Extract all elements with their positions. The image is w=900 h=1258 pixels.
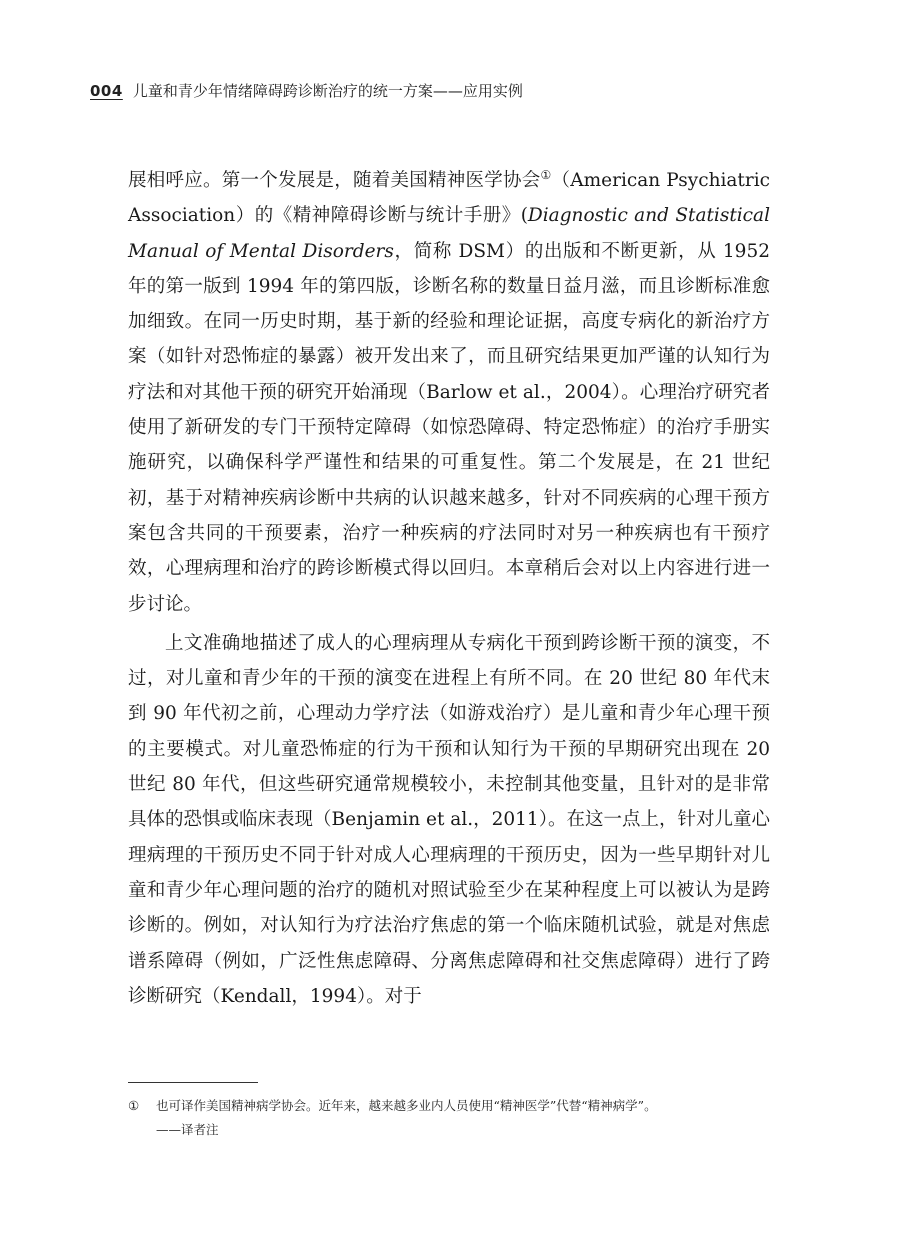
footnote-reference[interactable]: ① — [540, 167, 552, 182]
running-title: 儿童和青少年情绪障碍跨诊断治疗的统一方案——应用实例 — [132, 82, 523, 100]
footnote-text: 也可译作美国精神病学协会。近年来，越来越多业内人员使用“精神医学”代替“精神病学”。 — [156, 1098, 657, 1113]
footnote-line — [128, 1094, 788, 1118]
paragraph-1-part-d: ，简称 DSM）的出版和不断更新，从 1952 年的第一版到 1994 年的第四版，诊断名称的数量日益月滋，而且诊断标准愈加细致。在同一历史时期，基于新的经验和理论证据，高度专病化的新治疗方案（如针对恐怖症的暴露）被开发出来了，而且研究结果更加严谨的认知行为疗法和对其他干预的研究开始涌现（Barlow et al.，2004）。心理治疗研究者使用了新研发的专门干预特定障碍（如惊恐障碍、特定恐怖症）的治疗手册实施研究，以确保科学严谨性和结果的可重复性。第二个发展是，在 21 世纪初，基于对精神疾病诊断中共病的认识越来越多，针对不同疾病的心理干预方案包含共同的干预要素，治疗一种疾病的疗法同时对另一种疾病也有干预疗效，心理病理和治疗的跨诊断模式得以回归。本章稍后会对以上内容进行进一步讨论。 — [128, 240, 770, 615]
paragraph-1-part-b: （American Psychiatric Association）的《精神障碍诊断与统计手册》( — [128, 170, 770, 227]
book-title-italic: Diagnostic and Statistical Manual of Mental Disorders — [128, 205, 770, 262]
page-number: 004 — [90, 82, 123, 100]
footnote-signature: ——译者注 — [156, 1122, 219, 1137]
running-header — [90, 80, 810, 101]
footnote — [128, 1094, 788, 1142]
footnote-marker: ① — [128, 1098, 140, 1113]
paragraph-1 — [128, 163, 770, 622]
paragraph-2: 上文准确地描述了成人的心理病理从专病化干预到跨诊断干预的演变，不过，对儿童和青少年的干预的演变在进程上有所不同。在 20 世纪 80 年代末到 90 年代初之前，心理动力学疗法（如游戏治疗）是儿童和青少年心理干预的主要模式。对儿童恐怖症的行为干预和认知行为干预的早期研究出现在 20 世纪 80 年代，但这些研究通常规模较小，未控制其他变量，且针对的是非常具体的恐惧或临床表现（Benjamin et al.，2011）。在这一点上，针对儿童心理病理的干预历史不同于针对成人心理病理的干预历史，因为一些早期针对儿童和青少年心理问题的治疗的随机对照试验至少在某种程度上可以被认为是跨诊断的。例如，对认知行为疗法治疗焦虑的第一个临床随机试验，就是对焦虑谱系障碍（例如，广泛性焦虑障碍、分离焦虑障碍和社交焦虑障碍）进行了跨诊断研究（Kendall，1994）。对于 — [128, 632, 770, 1007]
paragraph-1-part-a: 展相呼应。第一个发展是，随着美国精神医学协会 — [128, 170, 541, 191]
body-text — [128, 163, 770, 1018]
footnote-divider — [128, 1082, 258, 1083]
